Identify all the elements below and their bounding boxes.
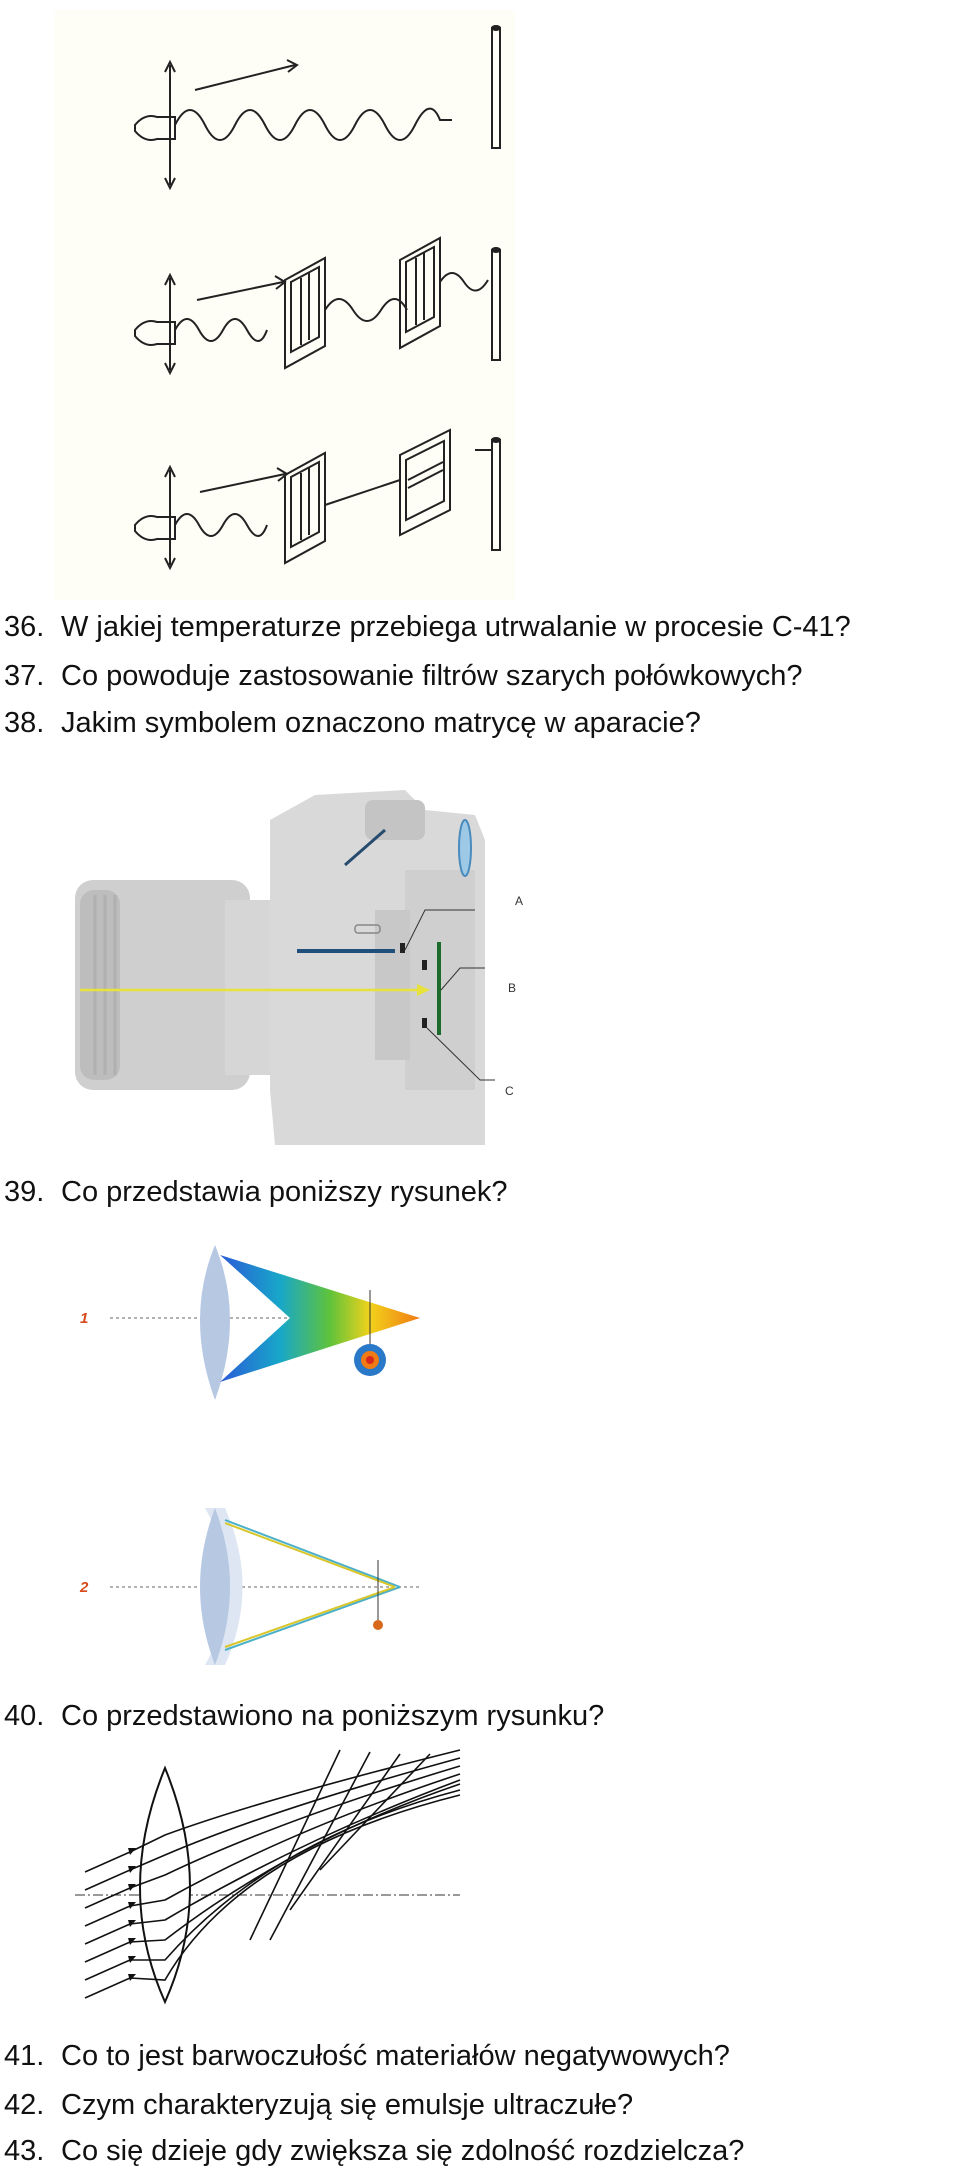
question-text: Co to jest barwoczułość materiałów negatywowych? [61, 2040, 730, 2072]
question-text: W jakiej temperaturze przebiega utrwalanie w procesie C-41? [61, 611, 851, 643]
question-number: 42. [4, 2089, 45, 2121]
question-text: Co przedstawia poniższy rysunek? [61, 1176, 508, 1208]
aberration-diagram-2 [79, 1508, 420, 1665]
camera-figure [75, 760, 555, 1160]
question-number: 43. [4, 2135, 45, 2167]
lens-rays-figure [70, 1740, 470, 2010]
question-text: Jakim symbolem oznaczono matrycę w aparacie? [61, 707, 701, 739]
polarization-figure [55, 10, 515, 600]
question-number: 39. [4, 1176, 45, 1208]
question-number: 38. [4, 707, 45, 739]
question-text: Co przedstawiono na poniższym rysunku? [61, 1700, 605, 1732]
question-text: Co powoduje zastosowanie filtrów szarych połówkowych? [61, 660, 803, 692]
question-text: Co się dzieje gdy zwiększa się zdolność rozdzielcza? [61, 2135, 745, 2167]
aberration-diagram-1 [80, 1245, 420, 1400]
label-c: C [505, 1084, 514, 1098]
label-a: A [515, 894, 524, 908]
question-number: 40. [4, 1700, 45, 1732]
figure-label-2: 2 [80, 1579, 89, 1596]
question-number: 41. [4, 2040, 45, 2072]
label-b: B [508, 981, 517, 995]
aberration-figure [60, 1230, 460, 1680]
question-number: 36. [4, 611, 45, 643]
question-text: Czym charakteryzują się emulsje ultraczułe? [61, 2089, 634, 2121]
figure-label-1: 1 [80, 1310, 89, 1327]
question-number: 37. [4, 660, 45, 692]
